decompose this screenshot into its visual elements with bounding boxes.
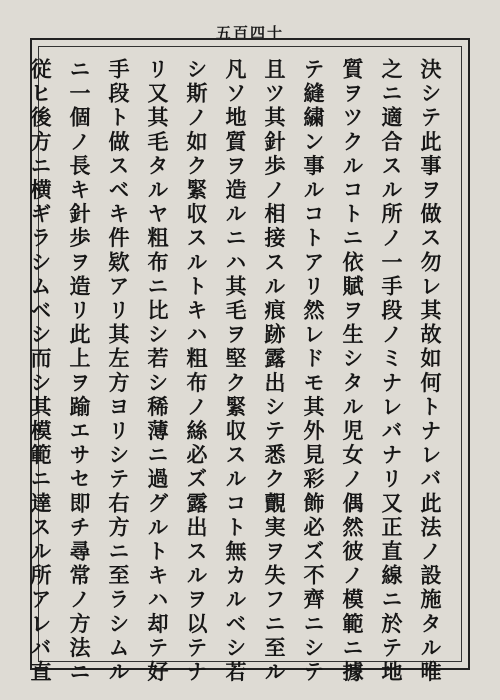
text-line: 質ヲツクルコトニ依賦ヲ生シタル児女ノ偶然彼ノ模範ニ據 bbox=[340, 58, 365, 685]
text-line: 手段ト做スベキ件欵アリ其左方ヨリシテ右方ニ至ラシムル bbox=[106, 58, 131, 685]
text-line: 決シテ此事ヲ做ス勿レ其故如何トナレバ此法ノ設施タル唯 bbox=[418, 58, 443, 685]
text-line: 従ヒ後方ニ横ギラシムベシ而シ其模範ニ達スル所アレバ直 bbox=[28, 58, 53, 685]
page-number: 五百四十 bbox=[215, 24, 284, 42]
text-line: 之ニ適合スル所ノ一手段ノミナレバナリ又正直線ニ於テ地 bbox=[379, 58, 404, 685]
text-line: 凡ソ地質ヲ造ルニハ其毛ヲ堅ク緊収スルコト無カルベシ若 bbox=[223, 58, 248, 685]
text-line: ニ一個ノ長キ針歩ヲ造リ此上ヲ踰エサセ即チ尋常ノ方法ニ bbox=[67, 58, 92, 685]
text-line: シ斯ノ如ク緊収スルトキハ粗布ノ絲必ズ露出スルヲ以テナ bbox=[184, 58, 209, 685]
text-line: テ縫繍ン事ルコトアリ然レドモ其外見彩飾必ズ不齊ニシテ bbox=[301, 58, 326, 685]
text-line: 且ツ其針歩ノ相接スル痕跡露出シテ悉ク覿実ヲ失フニ至ル bbox=[262, 58, 287, 685]
text-line: リ又其毛タルヤ粗布ニ比シ若シ稀薄ニ過グルトキハ却テ好 bbox=[145, 58, 170, 685]
body-text bbox=[28, 58, 450, 685]
